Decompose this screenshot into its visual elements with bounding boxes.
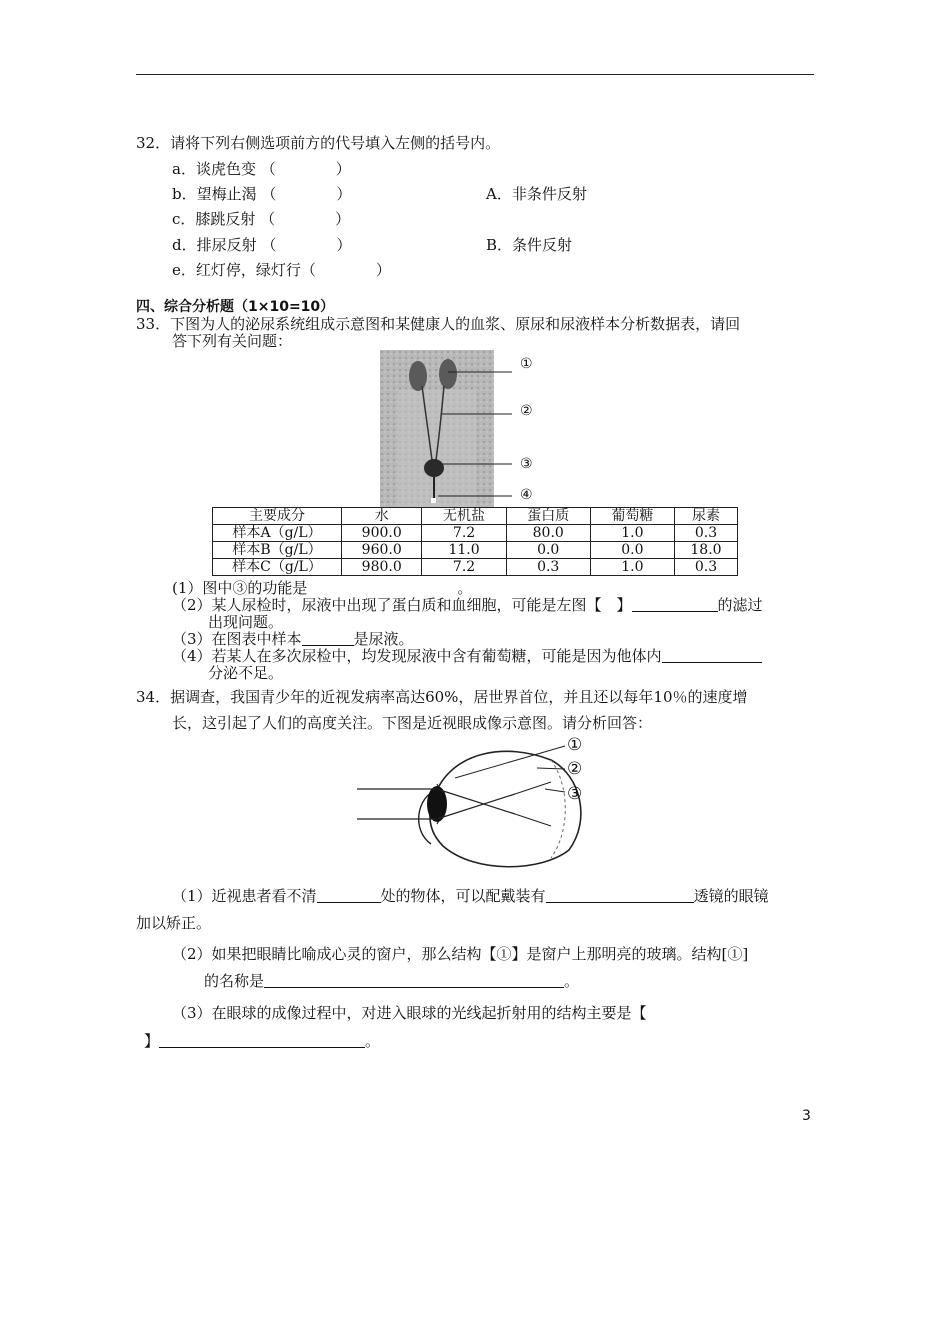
table-cell: 18.0 — [674, 542, 737, 559]
eye-label-1: ① — [567, 735, 583, 755]
eye-label-2: ② — [567, 759, 583, 779]
table-header-cell: 葡萄糖 — [590, 508, 674, 525]
table-cell: 0.0 — [590, 542, 674, 559]
table-cell: 900.0 — [342, 525, 422, 542]
answer-blank[interactable] — [317, 888, 381, 903]
header-rule — [136, 74, 814, 75]
q32-item-d: d．排尿反射 （ ） — [172, 236, 352, 254]
table-cell: 样本A（g/L） — [213, 525, 342, 542]
page-number: 3 — [802, 1108, 811, 1124]
urinary-label-2: ② — [520, 403, 533, 419]
q34-sub3: （3）在眼球的成像过程中，对进入眼球的光线起折射用的结构主要是【 — [172, 1004, 647, 1022]
section-title: 四、综合分析题（1×10=10） — [136, 299, 335, 315]
table-header-cell: 无机盐 — [422, 508, 506, 525]
table-row — [213, 559, 738, 576]
answer-blank[interactable] — [159, 1033, 365, 1048]
q32-item-e: e．红灯停，绿灯行（ ） — [172, 261, 391, 279]
q33-sub3-text: （3）在图表中样本 — [172, 630, 302, 648]
q33-sub2-text: （2）某人尿检时，尿液中出现了蛋白质和血细胞，可能是左图【 】 — [172, 596, 632, 614]
q33-stem-line2: 答下列有关问题： — [172, 332, 293, 350]
q34-sub2-cont — [204, 970, 579, 991]
q34-sub1-mid: 处的物体，可以配戴装有 — [380, 887, 546, 905]
answer-blank[interactable] — [662, 648, 762, 663]
q33-sub4-cont: 分泌不足。 — [208, 664, 284, 682]
table-cell: 样本C（g/L） — [213, 559, 342, 576]
myopia-eye-diagram — [355, 734, 605, 874]
table-header-cell: 水 — [342, 508, 422, 525]
q32-stem: 32．请将下列右侧选项前方的代号填入左侧的括号内。 — [136, 134, 501, 152]
table-cell: 11.0 — [422, 542, 506, 559]
table-cell: 80.0 — [506, 525, 590, 542]
table-row — [213, 525, 738, 542]
answer-blank[interactable] — [264, 973, 564, 988]
table-cell: 0.3 — [674, 525, 737, 542]
q34-sub2-text: 的名称是 — [204, 972, 265, 990]
q33-sub3-end: 是尿液。 — [353, 630, 414, 648]
table-cell: 7.2 — [422, 559, 506, 576]
urinary-system-figure — [380, 350, 555, 507]
answer-blank[interactable] — [632, 597, 718, 612]
q32-option-b: B．条件反射 — [486, 236, 573, 254]
answer-blank[interactable] — [302, 631, 354, 646]
answer-blank[interactable] — [307, 580, 457, 595]
q34-sub3-end: 。 — [365, 1032, 381, 1050]
table-header-cell: 主要成分 — [213, 508, 342, 525]
table-header-cell: 蛋白质 — [506, 508, 590, 525]
q32-item-b: b．望梅止渴 （ ） — [172, 185, 352, 203]
urinary-label-1: ① — [520, 356, 533, 372]
table-row — [213, 542, 738, 559]
q33-sub2-cont: 出现问题。 — [208, 613, 284, 631]
table-cell: 980.0 — [342, 559, 422, 576]
table-cell: 960.0 — [342, 542, 422, 559]
q34-sub2-end: 。 — [564, 972, 580, 990]
q32-item-c: c．膝跳反射 （ ） — [172, 210, 351, 228]
q34-sub1-end: 透镜的眼镜 — [693, 887, 769, 905]
q34-sub3-cont — [144, 1030, 380, 1051]
table-cell: 0.0 — [506, 542, 590, 559]
q34-sub1-text: （1）近视患者看不清 — [172, 887, 317, 905]
sample-data-table — [212, 507, 738, 576]
q34-sub1 — [172, 885, 769, 906]
table-cell: 0.3 — [674, 559, 737, 576]
answer-blank[interactable] — [546, 888, 694, 903]
q34-stem-line1: 34．据调查，我国青少年的近视发病率高达60%，居世界首位，并且还以每年10％的速度增 — [136, 688, 748, 706]
table-header-row — [213, 508, 738, 525]
q33-stem-line1: 33．下图为人的泌尿系统组成示意图和某健康人的血浆、原尿和尿液样本分析数据表，请回 — [136, 315, 741, 333]
q32-option-a: A．非条件反射 — [486, 185, 587, 203]
table-cell: 0.3 — [506, 559, 590, 576]
q33-sub1-text: (1）图中③的功能是 — [172, 579, 308, 597]
table-header-cell: 尿素 — [674, 508, 737, 525]
q33-sub1-end: 。 — [457, 579, 473, 597]
q34-sub3-bracket: 】 — [144, 1032, 160, 1050]
q34-sub2: （2）如果把眼睛比喻成心灵的窗户，那么结构【①】是窗户上那明亮的玻璃。结构[①] — [172, 945, 749, 963]
q33-sub2-end: 的滤过 — [717, 596, 763, 614]
urinary-label-4: ④ — [520, 487, 533, 503]
table-cell: 7.2 — [422, 525, 506, 542]
table-cell: 1.0 — [590, 559, 674, 576]
q34-sub1-cont: 加以矫正。 — [136, 914, 212, 932]
urinary-label-3: ③ — [520, 456, 533, 472]
table-cell: 1.0 — [590, 525, 674, 542]
table-cell: 样本B（g/L） — [213, 542, 342, 559]
q33-sub4-text: （4）若某人在多次尿检中，均发现尿液中含有葡萄糖，可能是因为他体内 — [172, 647, 662, 665]
q32-item-a: a．谈虎色变 （ ） — [172, 160, 351, 178]
q34-stem-line2: 长，这引起了人们的高度关注。下图是近视眼成像示意图。请分析回答： — [172, 714, 653, 732]
eye-label-3: ③ — [567, 784, 583, 804]
